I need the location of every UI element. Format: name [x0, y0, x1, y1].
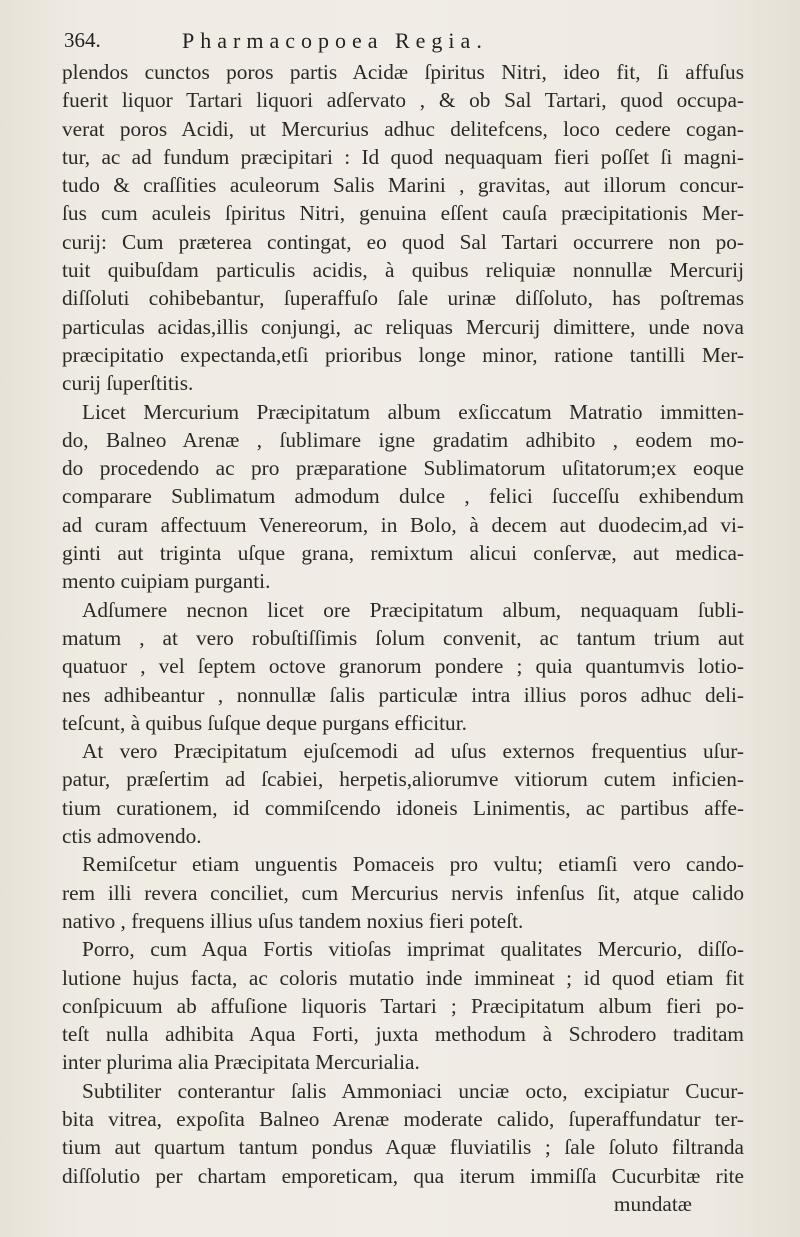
text-line: Adſumere necnon licet ore Præcipitatum album, nequaquam ſubli- [82, 597, 744, 622]
text-line: do procedendo ac pro præparatione Sublimatorum uſitatorum;ex eoque [62, 456, 744, 481]
text-line: lutione hujus facta, ac coloris mutatio inde immineat ; id quod etiam fit [62, 965, 744, 990]
text-line: matum , at vero robuſtiſſimis ſolum convenit, ac tantum trium aut [62, 625, 744, 650]
text-line: teſcunt, à quibus ſuſque deque purgans efficitur. [62, 710, 467, 735]
text-line: conſpicuum ab affuſione liquoris Tartari ; Præcipitatum album fieri po- [62, 993, 744, 1018]
text-line: comparare Sublimatum admodum dulce , felici ſucceſſu exhibendum [62, 484, 744, 509]
text-line: Subtiliter conterantur ſalis Ammoniaci unciæ octo, excipiatur Cucur- [82, 1078, 744, 1103]
text-line: curij ſuperſtitis. [62, 371, 194, 396]
text-line: curij: Cum præterea contingat, eo quod Sal Tartari occurrere non po- [62, 229, 744, 254]
text-line: diſſoluti cohibebantur, ſuperaffuſo ſale urinæ diſſoluto, has poſtremas [62, 286, 744, 311]
text-line: tudo & craſſities aculeorum Salis Marini , gravitas, aut illorum concur- [62, 173, 744, 198]
text-line: Remiſcetur etiam unguentis Pomaceis pro vultu; etiamſi vero cando- [82, 852, 744, 877]
text-line: quatuor , vel ſeptem octove granorum pondere ; quia quantumvis lotio- [62, 654, 744, 679]
text-line: ſus cum aculeis ſpiritus Nitri, genuina eſſent cauſa præcipitationis Mer- [62, 201, 744, 226]
body-text [62, 58, 744, 1218]
text-line: bita vitrea, expoſita Balneo Arenæ moderate calido, ſuperaffundatur ter- [62, 1106, 744, 1131]
text-line: plendos cunctos poros partis Acidæ ſpiritus Nitri, ideo fit, ſi affuſus [62, 60, 744, 84]
text-line: nes adhibeantur , nonnullæ ſalis particulæ intra illius poros adhuc deli- [62, 682, 744, 707]
text-line: verat poros Acidi, ut Mercurius adhuc delitefcens, loco cedere cogan- [62, 116, 744, 141]
text-line: Licet Mercurium Præcipitatum album exſiccatum Matratio immitten- [82, 399, 744, 424]
text-line: rem illi revera conciliet, cum Mercurius nervis infenſus ſit, atque calido [62, 880, 744, 905]
text-line: tur, ac ad fundum præcipitari : Id quod nequaquam fieri poſſet ſi magni- [62, 144, 744, 169]
text-line: nativo , frequens illius uſus tandem noxius fieri poteſt. [62, 908, 524, 933]
text-line: ad curam affectuum Venereorum, in Bolo, à decem aut duodecim,ad vi- [62, 512, 744, 537]
text-line: At vero Præcipitatum ejuſcemodi ad uſus externos frequentius uſur- [82, 739, 744, 764]
text-line: diſſolutio per chartam emporeticam, qua iterum immiſſa Cucurbitæ rite [62, 1163, 744, 1188]
text-line: mento cuipiam purganti. [62, 569, 271, 594]
text-line: do, Balneo Arenæ , ſublimare igne gradatim adhibito , eodem mo- [62, 427, 744, 452]
page-header [64, 28, 744, 60]
text-line: inter plurima alia Præcipitata Mercurialia. [62, 1050, 420, 1075]
running-title: Pharmacopoea Regia. [182, 28, 488, 53]
page-number: 364. [64, 28, 101, 52]
text-line: fuerit liquor Tartari liquori adſervato , & ob Sal Tartari, quod occupa- [62, 88, 744, 113]
text-line: ctis admovendo. [62, 824, 202, 849]
text-line: ginti aut triginta uſque grana, remixtum alicui conſervæ, aut medica- [62, 541, 744, 566]
text-line: præcipitatio expectanda,etſi prioribus longe minor, ratione tantilli Mer- [62, 342, 744, 367]
text-line: teſt nulla adhibita Aqua Forti, juxta methodum à Schrodero traditam [62, 1022, 744, 1047]
text-line: particulas acidas,illis conjungi, ac reliquas Mercurij dimittere, unde nova [62, 314, 744, 339]
text-line: tuit quibuſdam particulis acidis, à quibus reliquiæ nonnullæ Mercurij [62, 258, 744, 283]
text-line: patur, præſertim ad ſcabiei, herpetis,aliorumve vitiorum cutem inficien- [62, 767, 744, 792]
text-line: tium aut quartum tantum pondus Aquæ fluviatilis ; ſale ſoluto filtranda [62, 1135, 744, 1160]
text-line: Porro, cum Aqua Fortis vitioſas imprimat qualitates Mercurio, diſſo- [82, 937, 744, 962]
catchword: mundatæ [613, 1191, 692, 1216]
text-line: tium curationem, id commiſcendo idoneis Linimentis, ac partibus affe- [62, 795, 744, 820]
